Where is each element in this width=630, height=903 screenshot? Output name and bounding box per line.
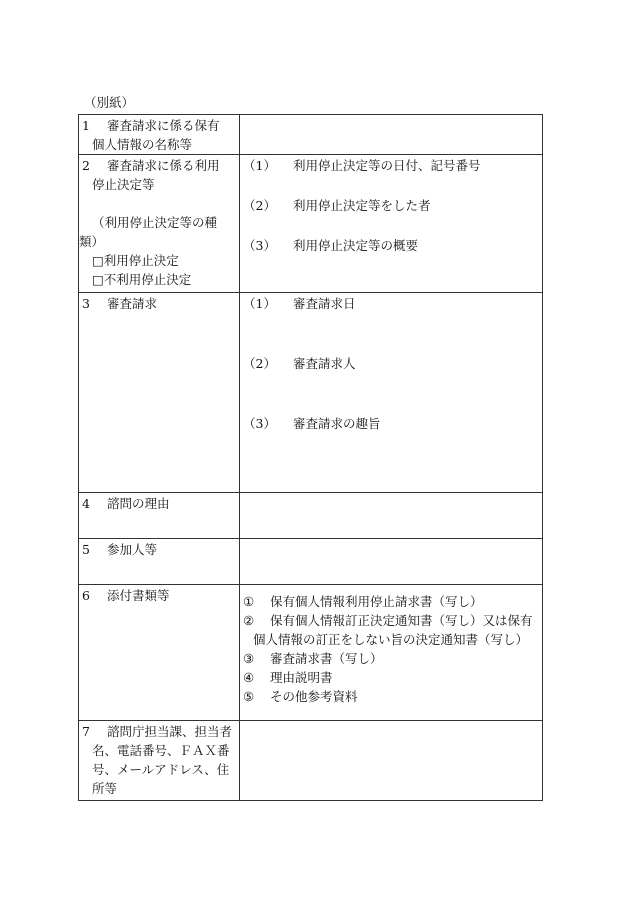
item-number: （2） (243, 198, 276, 213)
item-text-cont: 個人情報の訂正をしない旨の決定通知書（写し） (253, 632, 529, 647)
checkbox-non-suspension[interactable]: □不利用停止決定 (92, 272, 192, 287)
row-content (240, 539, 543, 585)
item-text: 保有個人情報利用停止請求書（写し） (270, 594, 483, 609)
row-title-cont: 停止決定等 (92, 177, 155, 192)
list-item (243, 611, 542, 630)
row-number: 5 (82, 542, 90, 557)
item-number: （1） (243, 296, 276, 311)
row-content (240, 721, 543, 801)
list-item (243, 687, 542, 706)
list-item (243, 156, 542, 175)
row-title: 諮問の理由 (107, 496, 170, 511)
row-number: 6 (82, 588, 90, 603)
list-item (243, 354, 542, 373)
list-item (243, 649, 542, 668)
item-text: 審査請求日 (293, 296, 356, 311)
row-content (240, 493, 543, 539)
list-item (243, 294, 542, 313)
row-title-cont: 号、メールアドレス、住 (92, 762, 230, 777)
row-label (79, 721, 240, 801)
row-content (240, 155, 543, 293)
item-number: （2） (243, 356, 276, 371)
table-row (79, 493, 543, 539)
row-title: 審査請求に係る利用 (107, 158, 220, 173)
item-number: （3） (243, 416, 276, 431)
item-text: 審査請求人 (293, 356, 356, 371)
item-text: その他参考資料 (270, 689, 358, 704)
row-label (79, 585, 240, 721)
list-item (243, 414, 542, 433)
row-label (79, 493, 240, 539)
table-row (79, 585, 543, 721)
checkbox-suspension[interactable]: □利用停止決定 (92, 253, 179, 268)
row-label (79, 539, 240, 585)
table-row (79, 115, 543, 155)
item-number: （3） (243, 238, 276, 253)
item-text: 保有個人情報訂正決定通知書（写し）又は保有 (270, 613, 533, 628)
item-text: 利用停止決定等をした者 (293, 198, 431, 213)
row-title-cont: 個人情報の名称等 (92, 137, 193, 152)
item-text: 理由説明書 (270, 670, 333, 685)
item-number: ⑤ (243, 689, 255, 704)
item-number: ③ (243, 651, 255, 666)
row-title-cont: 名、電話番号、ＦＡＸ番 (92, 743, 230, 758)
item-number: ① (243, 594, 255, 609)
row-content (240, 115, 543, 155)
review-table (78, 114, 543, 801)
item-text: 利用停止決定等の日付、記号番号 (293, 158, 481, 173)
item-number: ② (243, 613, 255, 628)
row-number: 1 (82, 118, 90, 133)
row-title: 参加人等 (107, 542, 158, 557)
row-title: 審査請求に係る保有 (107, 118, 220, 133)
row-content (240, 293, 543, 493)
list-item (243, 196, 542, 215)
type-label-cont: 類） (79, 234, 105, 249)
row-label (79, 293, 240, 493)
row-number: 2 (82, 158, 90, 173)
list-item (243, 236, 542, 255)
item-text: 利用停止決定等の概要 (293, 238, 419, 253)
row-number: 7 (82, 724, 90, 739)
row-label (79, 155, 240, 293)
row-title-cont: 所等 (92, 781, 118, 796)
row-content (240, 585, 543, 721)
table-row (79, 155, 543, 293)
row-title: 審査請求 (107, 296, 158, 311)
item-text: 審査請求書（写し） (270, 651, 383, 666)
item-text: 審査請求の趣旨 (293, 416, 381, 431)
row-title: 諮問庁担当課、担当者 (107, 724, 233, 739)
row-number: 3 (82, 296, 90, 311)
row-title: 添付書類等 (107, 588, 170, 603)
item-number: （1） (243, 158, 276, 173)
row-number: 4 (82, 496, 90, 511)
item-number: ④ (243, 670, 255, 685)
table-row (79, 721, 543, 801)
list-item (243, 592, 542, 611)
row-label (79, 115, 240, 155)
list-item (243, 668, 542, 687)
attachment-label: （別紙） (84, 95, 135, 110)
table-row (79, 293, 543, 493)
table-row (79, 539, 543, 585)
type-label: （利用停止決定等の種 (92, 215, 218, 230)
